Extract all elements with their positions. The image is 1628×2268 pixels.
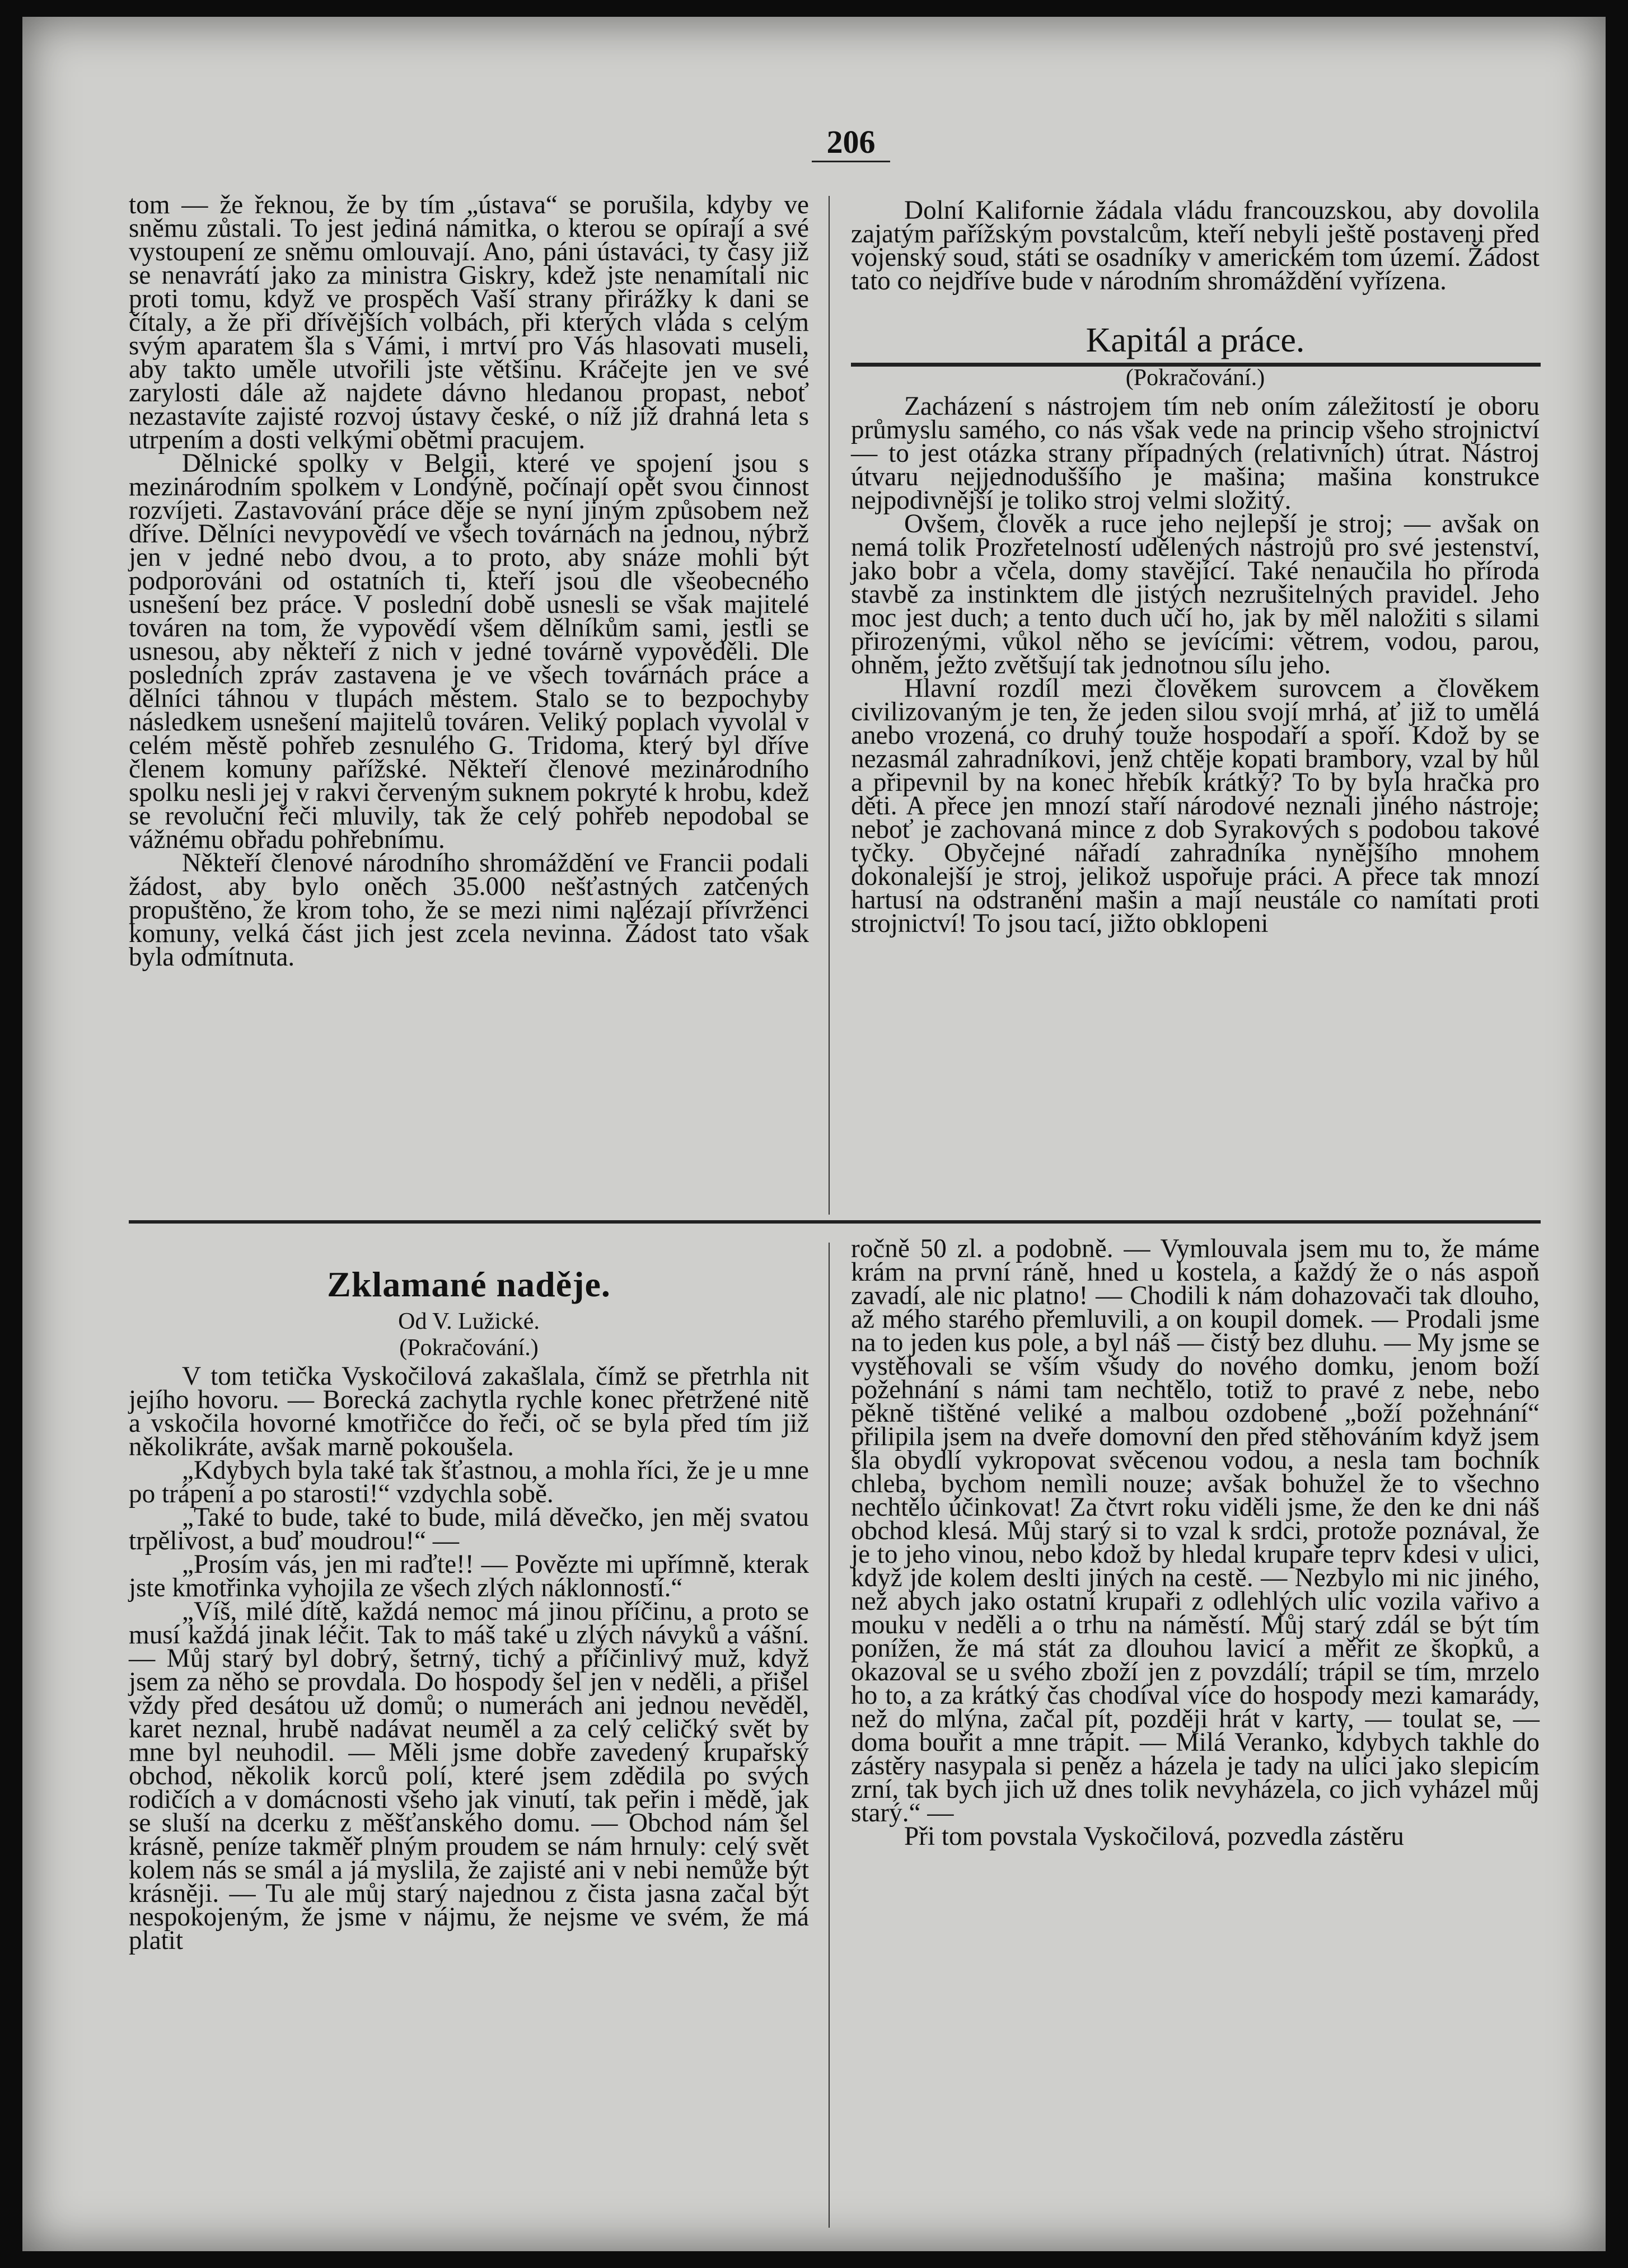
paragraph: Dělnické spolky v Belgii, které ve spojení jsou s mezinárodním spolkem v Londýně, počínají opět svou činnost rozvíjeti. Zastavování práce děje se nyní jiným způsobem než dříve. Dělníci nevypovědí ve všech továrnách na jednou, nýbrž jen v jedné nebo dvou, a to proto, aby snáze mohli být podporováni od ostatních ti, kteří jsou dle všeobecného usnešení bez práce. V poslední době usnesli se však majitelé továren na tom, že vypovědí všem dělníkům sami, jestli se usnesou, aby někteří z nich v jedné továrně vypověděli. Dle posledních zpráv zastavena je ve všech továrnách práce a dělníci táhnou v tlupách městem. Stalo se to bezpochyby následkem usnešení majitelů továren. Veliký poplach vyvolal v celém městě pohřeb zesnulého G. Tridoma, který byl dříve členem komuny pařížské. Někteří členové mezinárodního spolku nesli jej v rakvi červeným suknem pokryté k hrobu, kdež se revoluční řeči mluvily, tak že celý pohřeb nepodobal se vážnému obřadu pohřebnímu. — [129, 449, 809, 854]
story-title: Zklamané naděje. — [327, 1264, 611, 1304]
column-top-left — [129, 190, 809, 972]
column-bottom-right — [851, 1234, 1540, 1851]
continued-note: (Pokračování.) — [399, 1335, 539, 1361]
column-divider-bottom — [829, 1243, 830, 2228]
paragraph: tom — že řeknou, že by tím „ústava“ se porušila, kdyby ve sněmu zůstali. To jest jediná námitka, o kterou se opírají a své vystoupení ze sněmu omlouvají. Ano, páni ústaváci, ty časy již se nenavrátí jako za ministra Giskry, kdež jste nenamítali nic proti tomu, když ve prospěch Vaší strany přirážky k dani se čítaly, a že při dřívějších volbách, při kterých vláda s celým svým aparatem šla s Vámi, i mrtví pro Vás hlasovati museli, aby takto uměle utvořili jste většinu. Kráčejte jen ve své zarylosti dále až najdete dávno hledanou propast, neboť nezastavíte zajisté rozvoj ústavy české, o níž již drahná leta s utrpením a dosti velkými obětmi pracujem. — [129, 190, 809, 454]
section-rule-full — [129, 1220, 1541, 1224]
paragraph: „Kdybych byla také tak šťastnou, a mohla říci, že je u mne po trápení a po starosti!“ vzdychla sobě. — [129, 1456, 809, 1508]
continued-note: (Pokračování.) — [1125, 365, 1265, 391]
paragraph: ročně 50 zl. a podobně. — Vymlouvala jsem mu to, že máme krám na první ráně, hned u kostela, a každý že o nás aspoň zavadí, ale nic platno! — Chodili k nám dohazovači tak dlouho, až mého starého přemluvili, a on koupil domek. — Prodali jsme na to jeden kus pole, a byl náš — čistý bez dluhu. — My jsme se vystěhovali se vším všudy do nového domku, jenom boží požehnání s námi tam nechtělo, totiž to pravé z nebe, nebo pěkně tištěné veliké a malbou ozdobené „boží požehnání“ přilipila jsem na dveře domovní den před stěhováním když jsem šla obydlí vykropovat svěcenou vodou, a nesla tam bochník chleba, bychom nemìli nouze; avšak bohužel že to všechno nechtělo účinkovat! Za čtvrt roku viděli jsme, že den ke dni náš obchod klesá. Můj starý si to vzal k srdci, protože poznával, že je to jeho vinou, nebo kdož by hledal krupaře teprv kdesi v ulici, když jde kolem deslti jiných na cestě. — Nezbylo mi nic jiného, než abych jako ostatní krupaři z odlehlých ulic vozila vařivo a mouku v neděli a o trhu na náměstí. Můj starý zdál se být tím ponížen, že má stát za dlouhou lavicí a měřit ze škopků, a okazoval se u svého zboží jen z povzdálí; trápil se tím, mrzelo ho to, a za krátký čas chodíval více do hospody mezi kamarády, než do mlýna, začal pít, později hrát v karty, — toulat se, — doma bouřit a mne trápit. — Milá Veranko, kdybych takhle do zástěry nasypala si peněz a házela je tady na ulici jako slepicím zrní, tak bych jich už dnes tolik nevyházela, co jich vyházel můj starý.“ — — [851, 1234, 1540, 1827]
story-author: Od V. Lužické. — [398, 1309, 540, 1334]
column-bottom-left — [129, 1259, 809, 1955]
paragraph: Hlavní rozdíl mezi člověkem surovcem a člověkem civilizovaným je ten, že jeden silou svojí mrhá, ať již to umělá anebo vrozená, co druhý touže hospodaří a spoří. Kdož by se nezasmál zahradníkovi, jenž chtěje kopati brambory, vzal by hůl a připevnil by na konec hřebík krátký? To by byla hračka pro děti. A přece jen mnozí staří národové neznali jiného nástroje; neboť je zachovaná mince z dob Syrakových s podobou takové tyčky. Obyčejné nářadí zahradníka nynějšího mnohem dokonalejší je stroj, jelikož uspořuje práci. A přece tak mnozí hartusí na odstranění mašin a mají neustále co namítati proti strojnictví! To jsou tací, jižto obklopeni — [851, 674, 1540, 938]
column-divider-top — [829, 196, 830, 1215]
paragraph: „Také to bude, také to bude, milá děvečko, jen měj svatou trpělivost, a buď moudrou!“ — — [129, 1503, 809, 1555]
paragraph: Dolní Kalifornie žádala vládu francouzskou, aby dovolila zajatým pařížským povstalcům, kteří nebyli ještě postaveni před vojenský soud, státi se osadníky v americkém tom území. Žádost tato co nejdříve bude v národním shromáždění vyřízena. — [851, 196, 1540, 296]
paragraph: V tom tetička Vyskočilová zakašlala, čímž se přetrhla nit jejího hovoru. — Borecká zachytla rychle konec přetržené nitě a vskočila hovorné kmotřičce do řeči, oč se byla před tím již několikráte, avšak marně pokoušela. — [129, 1362, 809, 1461]
paragraph: „Prosím vás, jen mi raďte!! — Povězte mi upřímně, kterak jste kmotřinka vyhojila ze všech zlých náklonností.“ — [129, 1550, 809, 1602]
paragraph: Při tom povstala Vyskočilová, pozvedla zástěru — [904, 1822, 1404, 1851]
page-number: 206 — [812, 123, 890, 162]
paragraph: Zacházení s nástrojem tím neb oním záležitostí je oboru průmyslu samého, co nás však vede na princip všeho strojnictví — to jest otázka strany případných (relativních) útrat. Nástroj útvaru nejjednoduššího je mašina; mašina konstrukce nejpodivnější je toliko stroj velmi složitý. — [851, 392, 1540, 515]
column-top-right — [851, 196, 1540, 938]
paragraph: „Víš, milé dítě, každá nemoc má jinou příčinu, a proto se musí každá jinak léčit. Tak to máš také u zlých návyků a vášní. — Můj starý byl dobrý, šetrný, tichý a příčinlivý muž, když jsem za něho se provdala. Do hospody šel jen v neděli, a přišel vždy před desátou už domů; o numerách ani jednou nevěděl, karet neznal, hrubě nadávat neuměl a za celý celičký svět by mne byl neuhodil. — Měli jsme dobře zavedený krupařský obchod, několik korců polí, které jsem zdědila po svých rodičích a v domácnosti všeho jak vinutí, tak peřin i mědě, jak se sluší na dcerku z měšťanského domu. — Obchod nám šel krásně, peníze takměř plným proudem se nám hrnuly: celý svět kolem nás se smál a já myslila, že zajisté ani v nebi nemůže být krásněji. — Tu ale můj starý najednou z čista jasna začal být nespokojeným, že jsme v nájmu, že nejsme ve svém, že má platit — [129, 1597, 809, 1955]
newspaper-page — [22, 17, 1606, 2251]
paragraph: Někteří členové národního shromáždění ve Francii podali žádost, aby bylo oněch 35.000 nešťastných zatčených propuštěno, že krom toho, že se mezi nimi nalézají přívrženci komuny, velká část jich jest zcela nevinna. Žádost tato však byla odmítnuta. — [129, 849, 809, 972]
article-title: Kapitál a práce. — [1086, 321, 1305, 359]
paragraph: Ovšem, člověk a ruce jeho nejlepší je stroj; — avšak on nemá tolik Prozřetelností udělených nástrojů pro své jestenství, jako bobr a včela, domy stavějící. Také nenaučila ho příroda stavbě za instinktem dle jistých nezrušitelných pravidel. Jeho moc jest duch; a tento duch učí ho, jak by měl naložiti s silami přirozenými, vůkol něho se jevícími: větrem, vodou, parou, ohněm, ježto zvětšují tak jednotnou sílu jeho. — [851, 509, 1540, 680]
